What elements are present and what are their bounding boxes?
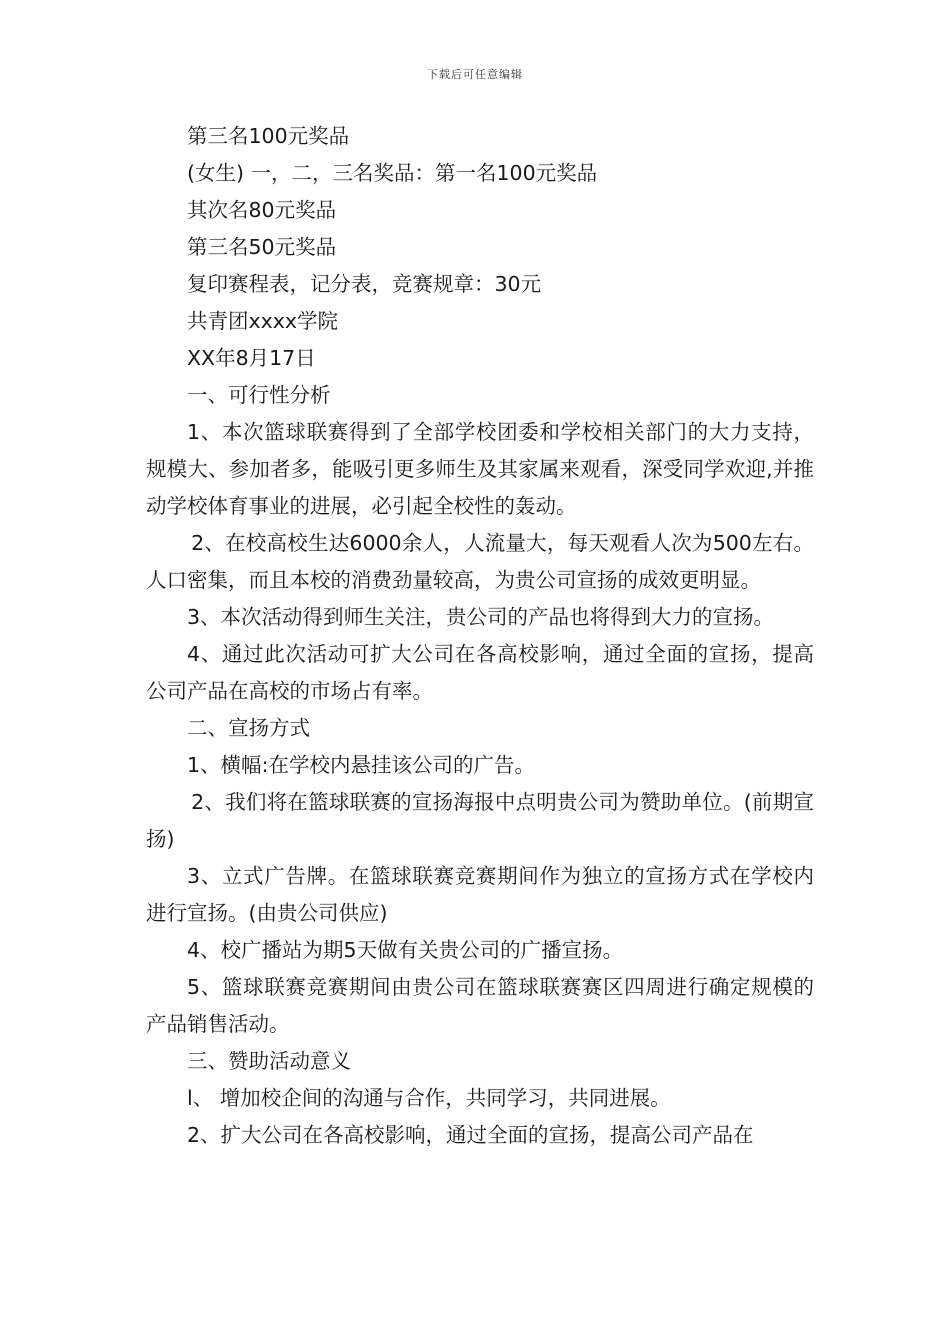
paragraph: 2、扩大公司在各高校影响，通过全面的宣扬，提高公司产品在 <box>187 1123 754 1147</box>
paragraph: XX年8月17日 <box>187 346 316 370</box>
paragraph: 共青团xxxx学院 <box>187 309 339 333</box>
paragraph: 1、横幅:在学校内悬挂该公司的广告。 <box>187 753 535 777</box>
document-body <box>146 118 814 1154</box>
paragraph: 第三名50元奖品 <box>187 235 337 259</box>
paragraph: 4、通过此次活动可扩大公司在各高校影响，通过全面的宣扬，提高公司产品在高校的市场占有率。 <box>146 642 814 703</box>
paragraph: 其次名80元奖品 <box>187 198 337 222</box>
section-heading: 一、可行性分析 <box>187 383 331 407</box>
paragraph: 2、我们将在篮球联赛的宣扬海报中点明贵公司为赞助单位。(前期宣扬) <box>146 790 814 851</box>
paragraph: 3、本次活动得到师生关注，贵公司的产品也将得到大力的宣扬。 <box>187 605 775 629</box>
paragraph: 复印赛程表，记分表，竞赛规章：30元 <box>187 272 542 296</box>
paragraph: (女生) 一，二，三名奖品：第一名100元奖品 <box>187 161 598 185</box>
paragraph: 4、校广播站为期5天做有关贵公司的广播宣扬。 <box>187 938 624 962</box>
section-heading: 二、宣扬方式 <box>187 716 310 740</box>
paragraph: l、 增加校企间的沟通与合作，共同学习，共同进展。 <box>187 1086 671 1110</box>
paragraph: 1、本次篮球联赛得到了全部学校团委和学校相关部门的大力支持，规模大、参加者多，能吸引更多师生及其家属来观看，深受同学欢迎,并推动学校体育事业的进展，必引起全校性的轰动。 <box>146 420 814 518</box>
paragraph: 第三名100元奖品 <box>187 124 350 148</box>
paragraph: 5、篮球联赛竞赛期间由贵公司在篮球联赛赛区四周进行确定规模的产品销售活动。 <box>146 975 814 1036</box>
paragraph: 3、立式广告牌。在篮球联赛竞赛期间作为独立的宣扬方式在学校内进行宣扬。(由贵公司供应) <box>146 864 814 925</box>
section-heading: 三、赞助活动意义 <box>187 1049 351 1073</box>
page-header-note: 下载后可任意编辑 <box>427 68 523 81</box>
paragraph: 2、在校高校生达6000余人，人流量大，每天观看人次为500左右。人口密集，而且本校的消费劲量较高，为贵公司宣扬的成效更明显。 <box>146 531 814 592</box>
